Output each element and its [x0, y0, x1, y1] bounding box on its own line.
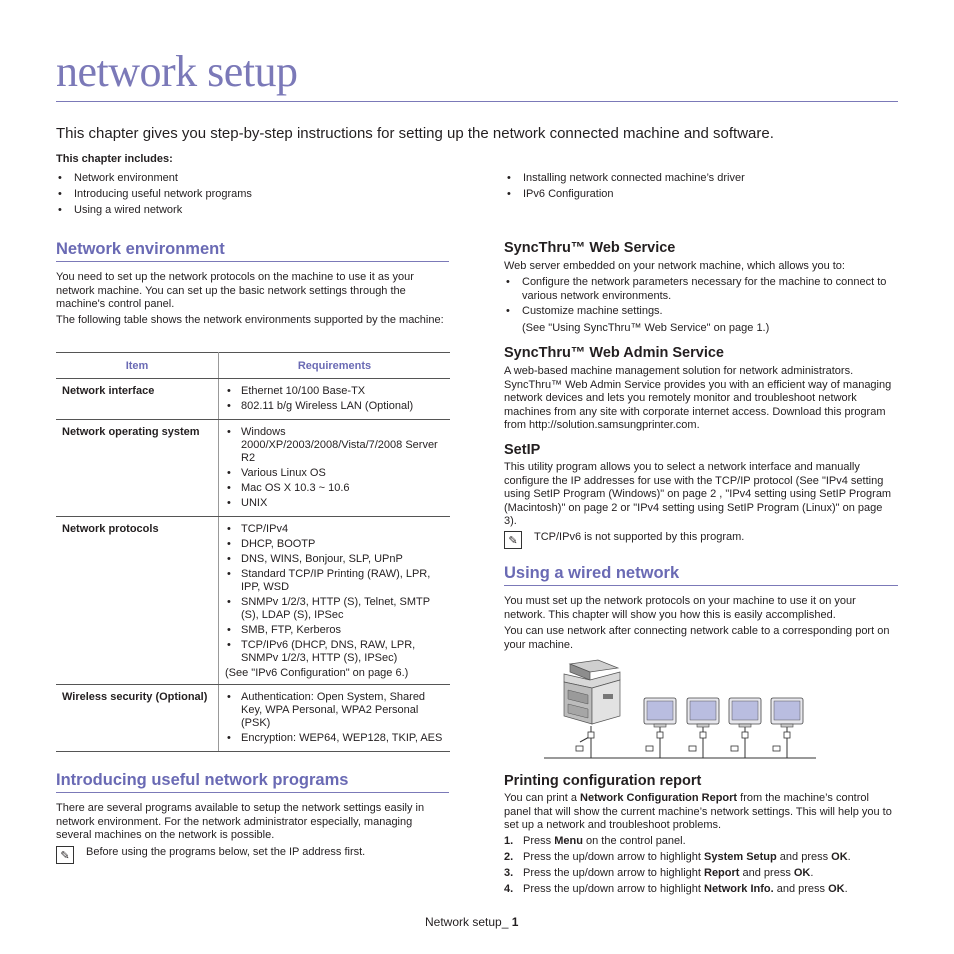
- requirement-item: • Various Linux OS: [225, 467, 444, 480]
- requirement-item: • SMB, FTP, Kerberos: [225, 624, 444, 637]
- config-report-heading: Printing configuration report: [504, 773, 702, 789]
- requirement-item: • Standard TCP/IP Printing (RAW), LPR, IPP, WSD: [225, 568, 444, 594]
- setip-paragraph: This utility program allows you to select a network interface and manually configure the IP addresses for use with the TCP/IP protocol (See "IPv4 setting using SetIP Program (Windows)" on page 2 , "IPv4 setting using SetIP Program (Macintosh)" on page 2 or "IPv4 setting using SetIP Program (Linux)" on page 3).: [504, 461, 892, 527]
- requirement-item: • SNMPv 1/2/3, HTTP (S), Telnet, SMTP (S), LDAP (S), IPSec: [225, 596, 444, 622]
- requirement-item: • Ethernet 10/100 Base-TX: [225, 385, 444, 398]
- table-cell-requirements: [219, 685, 451, 752]
- list-item: • Configure the network parameters necessary for the machine to connect to various network environments.: [506, 276, 887, 302]
- network-environment-paragraph: The following table shows the network environments supported by the machine:: [56, 314, 444, 326]
- requirement-item: • Encryption: WEP64, WEP128, TKIP, AES: [225, 732, 444, 745]
- config-report-paragraph: You can print a Network Configuration Report from the machine’s control panel that will show the current machine’s network settings. This will help you to set up a network and troubleshoot problems.: [504, 792, 892, 831]
- toc-item[interactable]: • Installing network connected machine’s driver: [505, 170, 745, 186]
- step-item: 1. Press Menu on the control panel.: [504, 835, 686, 847]
- programs-paragraph: There are several programs available to setup the network settings easily in network environment. For the network administrator especially, managing several machines on the network is possible.: [56, 802, 425, 841]
- toc-item[interactable]: • Introducing useful network programs: [56, 186, 252, 202]
- note-text: Before using the programs below, set the IP address first.: [86, 846, 366, 858]
- toc-item[interactable]: • IPv6 Configuration: [505, 186, 745, 202]
- toc-item[interactable]: • Network environment: [56, 170, 252, 186]
- network-environment-paragraph: You need to set up the network protocols on the machine to use it as your network machine. You can set up the basic network settings through the machine's control panel.: [56, 271, 414, 310]
- requirement-reference: (See "IPv6 Configuration" on page 6.): [225, 667, 409, 679]
- requirement-item: • DHCP, BOOTP: [225, 538, 444, 551]
- section-divider: [56, 261, 449, 262]
- network-environment-table: [56, 352, 450, 752]
- step-item: 2. Press the up/down arrow to highlight System Setup and press OK.: [504, 851, 851, 863]
- includes-label: This chapter includes:: [56, 153, 173, 165]
- syncthru-web-list: [504, 276, 898, 335]
- title-divider: [56, 101, 898, 102]
- programs-note: [56, 846, 365, 864]
- step-item: 4. Press the up/down arrow to highlight Network Info. and press OK.: [504, 883, 848, 895]
- requirement-item: • TCP/IPv6 (DHCP, DNS, RAW, LPR, SNMPv 1/2/3, HTTP (S), IPSec): [225, 639, 444, 665]
- table-header-requirements: Requirements: [219, 353, 451, 379]
- page-number: 1: [511, 915, 519, 929]
- step-item: 3. Press the up/down arrow to highlight Report and press OK.: [504, 867, 814, 879]
- syncthru-admin-paragraph: A web-based machine management solution for network administrators. SyncThru™ Web Admin Service provides you with an efficient way of managing network devices and lets you remotely monitor and troubleshoot network machines from any site with corporate internet access. Download this program from http://solution.samsungprinter.com.: [504, 365, 892, 431]
- note-text: TCP/IPv6 is not supported by this program.: [534, 531, 745, 543]
- wired-network-heading: Using a wired network: [504, 564, 680, 582]
- note-icon: ✎: [504, 531, 522, 549]
- footer-label: Network setup_: [425, 915, 512, 929]
- table-cell-requirements: [219, 379, 451, 420]
- setip-heading: SetIP: [504, 442, 541, 458]
- toc-left-list: [56, 170, 252, 218]
- table-row: [56, 420, 450, 517]
- page-footer: [425, 915, 518, 929]
- table-row: [56, 379, 450, 420]
- toc-right-list: [505, 170, 745, 202]
- page-title: network setup: [56, 47, 298, 96]
- requirement-item: • Windows 2000/XP/2003/2008/Vista/7/2008 Server R2: [225, 426, 444, 465]
- table-cell-requirements: [219, 420, 451, 517]
- wired-network-paragraph: You must set up the network protocols on your machine to use it on your network. This chapter will show you how this is easily accomplished.: [504, 595, 856, 621]
- setip-note: [504, 531, 744, 549]
- programs-heading: Introducing useful network programs: [56, 771, 349, 789]
- table-row: [56, 517, 450, 685]
- table-cell-requirements: [219, 517, 451, 685]
- syncthru-web-reference: (See "Using SyncThru™ Web Service" on page 1.): [522, 321, 770, 334]
- wired-network-paragraph: You can use network after connecting network cable to a corresponding port on your machine.: [504, 625, 890, 651]
- syncthru-web-paragraph: Web server embedded on your network machine, which allows you to:: [504, 260, 845, 272]
- network-environment-heading: Network environment: [56, 240, 225, 258]
- table-cell-item: Network interface: [56, 379, 219, 420]
- printer-illustration: [564, 660, 620, 724]
- wired-network-illustration: [540, 656, 820, 762]
- table-row: [56, 685, 450, 752]
- chapter-intro: This chapter gives you step-by-step instructions for setting up the network connected machine and software.: [56, 125, 774, 142]
- syncthru-web-heading: SyncThru™ Web Service: [504, 240, 676, 256]
- requirement-item: • TCP/IPv4: [225, 523, 444, 536]
- toc-item[interactable]: • Using a wired network: [56, 202, 252, 218]
- requirement-item: • Authentication: Open System, Shared Key, WPA Personal, WPA2 Personal (PSK): [225, 691, 444, 730]
- syncthru-admin-heading: SyncThru™ Web Admin Service: [504, 345, 724, 361]
- table-cell-item: Wireless security (Optional): [56, 685, 219, 752]
- table-cell-item: Network operating system: [56, 420, 219, 517]
- requirement-item: • UNIX: [225, 497, 444, 510]
- requirement-item: • Mac OS X 10.3 ~ 10.6: [225, 482, 444, 495]
- requirement-item: • 802.11 b/g Wireless LAN (Optional): [225, 400, 444, 413]
- section-divider: [56, 792, 449, 793]
- config-report-steps: [504, 833, 851, 897]
- table-cell-item: Network protocols: [56, 517, 219, 685]
- list-item: • Customize machine settings.: [506, 305, 663, 317]
- note-icon: ✎: [56, 846, 74, 864]
- requirement-item: • DNS, WINS, Bonjour, SLP, UPnP: [225, 553, 444, 566]
- computer-icons: [644, 698, 803, 727]
- section-divider: [504, 585, 898, 586]
- table-header-item: Item: [56, 353, 219, 379]
